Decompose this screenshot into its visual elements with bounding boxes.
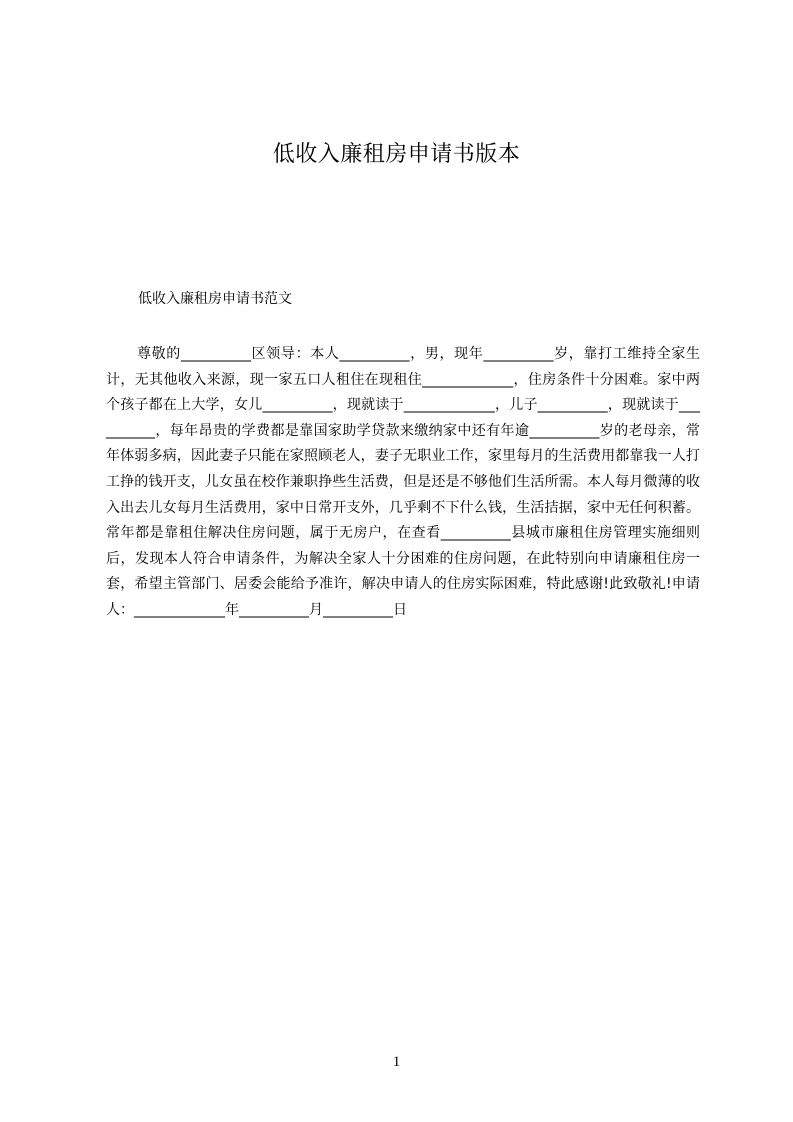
document-title: 低收入廉租房申请书版本: [272, 142, 521, 167]
document-subtitle: 低收入廉租房申请书范文: [138, 291, 292, 307]
page-number: 1: [392, 1054, 401, 1070]
body-paragraph: 尊敬的__________区领导：本人__________，男，现年__________岁，靠打工维持全家生计，无其他收入来源，现一家五口人租住在现租住_____________，住房条件十分困难。家中两个孩子都在上大学，女儿__________，现就读于_____________，儿子__________，现就读于__________，每年昂贵的学费都是靠国家助学贷款来缴纳家中还有年逾__________岁的老母亲，常年体弱多病，因此妻子只能在家照顾老人，妻子无职业工作，家里每月的生活费用都靠我一人打工挣的钱开支，儿女虽在校作兼职挣些生活费，但是还是不够他们生活所需。本人每月微薄的收入出去儿女每月生活费用，家中日常开支外，几乎剩不下什么钱，生活拮据，家中无任何积蓄。常年都是靠租住解决住房问题，属于无房户，在查看__________县城市廉租住房管理实施细则后，发现本人符合申请条件，为解决全家人十分困难的住房问题，在此特别向申请廉租住房一套，希望主管部门、居委会能给予准许，解决申请人的住房实际困难，特此感谢!此致敬礼!申请人：_____________年__________月__________日: [106, 346, 700, 618]
